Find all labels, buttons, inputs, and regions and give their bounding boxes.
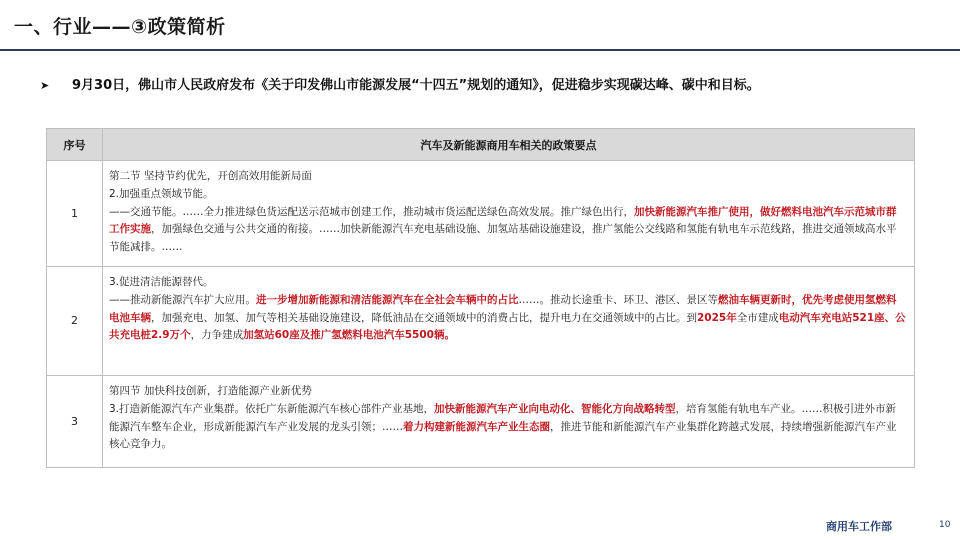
body-text: 全市建成 (736, 311, 779, 324)
table-header-row (47, 129, 915, 161)
body-text: ——交通节能。……全力推进绿色货运配送示范城市创建工作，推动城市货运配送绿色高效发展。推广绿色出行， (109, 205, 634, 218)
item-heading: 2.加强重点领域节能。 (109, 187, 214, 200)
page-title: 一、行业——③政策简析 (14, 16, 226, 38)
intro-text: 9月30日，佛山市人民政府发布《关于印发佛山市能源发展“十四五”规划的通知》，促进稳步实现碳达峰、碳中和目标。 (72, 78, 760, 93)
highlight-text: 加氢站60座及推广氢燃料电池汽车5500辆。 (243, 329, 455, 342)
table-row (47, 376, 915, 468)
column-header-num: 序号 (47, 129, 103, 161)
section-heading: 第二节 坚持节约优先，开创高效用能新局面 (109, 170, 312, 182)
table-row (47, 161, 915, 267)
section-heading: 第四节 加快科技创新，打造能源产业新优势 (109, 385, 312, 397)
highlight-text: 加快新能源汽车产业向电动化、智能化方向战略转型 (434, 402, 676, 415)
row-content (103, 376, 915, 468)
body-text: 3.打造新能源汽车产业集群。依托广东新能源汽车核心部件产业基地， (109, 402, 435, 415)
body-text: ，培育氢能有轨电车产业。……积极引进外市新能源汽车整车企业，形成新能源汽车产业发展的龙头引领；…… (109, 402, 897, 433)
row-number: 2 (47, 267, 103, 376)
page-number: 10 (939, 520, 951, 530)
item-body (109, 204, 906, 257)
row-number: 1 (47, 161, 103, 267)
body-text: ，力争建成 (190, 329, 244, 342)
body-text: ……。推动长途重卡、环卫、港区、景区等 (518, 293, 718, 306)
intro-bullet (40, 74, 945, 93)
row-content (103, 161, 915, 267)
title-divider (0, 49, 960, 51)
body-text: ——推动新能源汽车扩大应用。 (109, 293, 256, 306)
highlight-text: 加快新能源汽车推广使用，做好燃料电池汽车示范城市群工作实施 (109, 205, 897, 236)
highlight-text: 电动汽车充电站521座、公共充电桩2.9万个 (109, 311, 906, 342)
body-text: ，推进节能和新能源汽车产业集群化跨越式发展，持续增强新能源汽车产业核心竞争力。 (109, 420, 897, 451)
department-label: 商用车工作部 (826, 520, 892, 533)
table-row (47, 267, 915, 376)
body-text: ，加强充电、加氢、加气等相关基础设施建设，降低油品在交通领域中的消费占比，提升电力在交通领域中的占比。到 (151, 311, 697, 324)
highlight-text: 着力构建新能源汽车产业生态圈 (403, 420, 550, 433)
body-text: ，加强绿色交通与公共交通的衔接。……加快新能源汽车充电基础设施、加氢站基础设施建设，推广氢能公交线路和氢能有轨电车示范线路，推进交通领域高水平节能减排。…… (109, 223, 897, 254)
row-content (103, 267, 915, 376)
item-heading: 3.促进清洁能源替代。 (109, 276, 214, 288)
item-body (109, 292, 906, 345)
column-header-points: 汽车及新能源商用车相关的政策要点 (103, 129, 915, 161)
highlight-text: 进一步增加新能源和清洁能源汽车在全社会车辆中的占比 (256, 293, 519, 306)
row-number: 3 (47, 376, 103, 468)
policy-table (46, 128, 915, 468)
arrow-bullet-icon: ➤ (40, 79, 50, 92)
item-body (109, 401, 906, 454)
highlight-text: 2025年 (697, 311, 737, 324)
highlight-text: 燃油车辆更新时，优先考虑使用氢燃料电池车辆 (109, 293, 897, 324)
